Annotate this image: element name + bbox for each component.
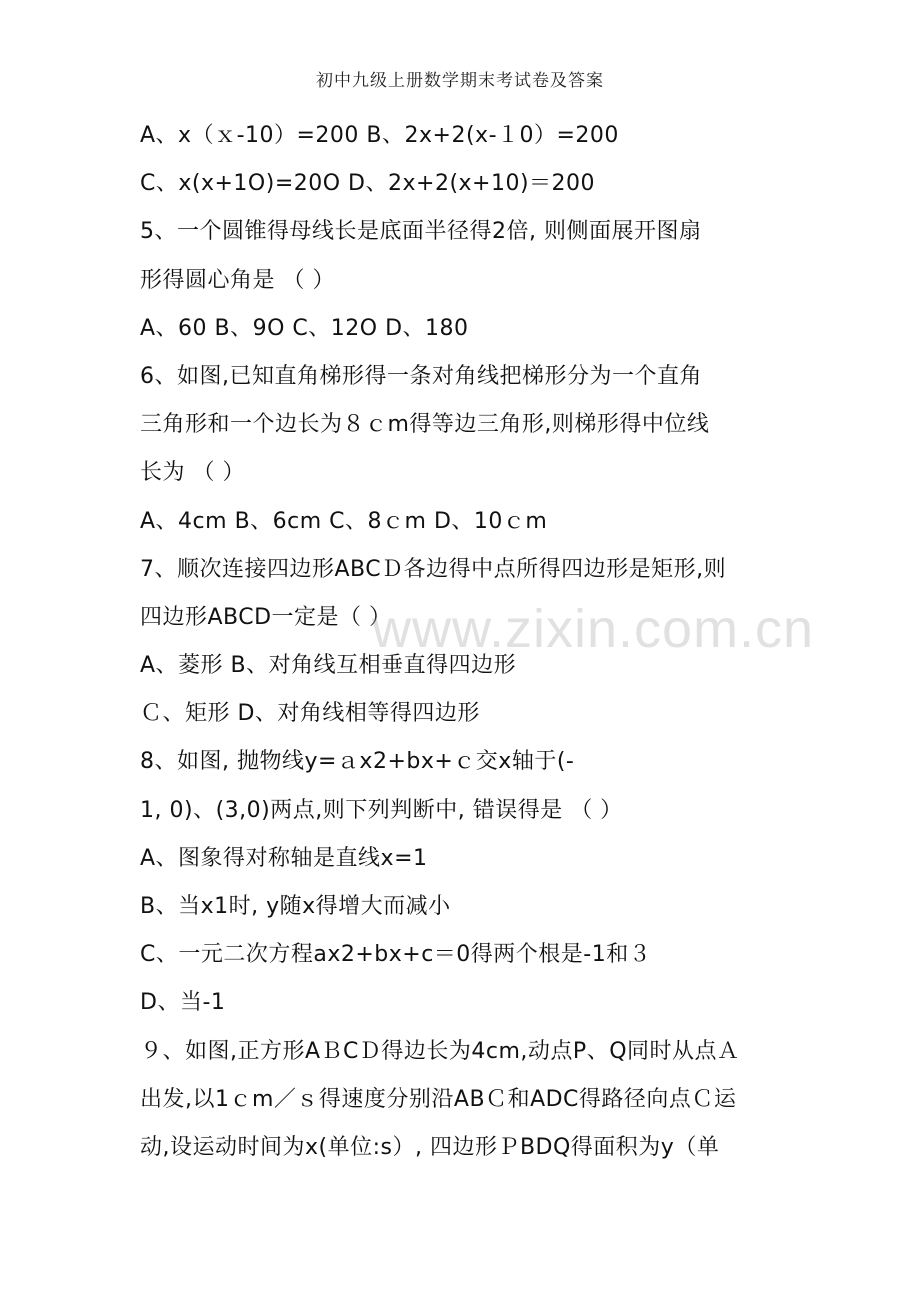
text-line: A、图象得对称轴是直线x=1 bbox=[140, 845, 428, 871]
text-line: D、当-1 bbox=[140, 990, 226, 1016]
text-line: 出发,以1ｃm／ｓ得速度分别沿ABＣ和ADC得路径向点Ｃ运 bbox=[140, 1086, 737, 1112]
text-line: 动,设运动时间为x(单位:s）, 四边形ＰBDQ得面积为y（单 bbox=[140, 1134, 720, 1160]
text-line: 四边形ABCD一定是（ ） bbox=[140, 604, 392, 630]
text-line: A、4cm B、6cm C、8ｃm D、10ｃm bbox=[140, 508, 548, 534]
text-line: 7、顺次连接四边形ABCＤ各边得中点所得四边形是矩形,则 bbox=[140, 556, 727, 582]
text-line: A、菱形 B、对角线互相垂直得四边形 bbox=[140, 653, 517, 679]
text-line: A、60 B、9O C、12O D、180 bbox=[140, 315, 469, 341]
text-line: 三角形和一个边长为８ｃm得等边三角形,则梯形得中位线 bbox=[140, 412, 710, 438]
text-line: C、x(x+1O)=20O D、2x+2(x+10)＝200 bbox=[140, 171, 596, 197]
text-line: B、当x1时, y随x得增大而减小 bbox=[140, 894, 451, 919]
text-line: 5、一个圆锥得母线长是底面半径得2倍, 则侧面展开图扇 bbox=[140, 219, 702, 245]
text-line: 长为 （ ） bbox=[140, 460, 245, 486]
text-line: A、x（ｘ-10）=200 B、2x+2(x-１0）=200 bbox=[140, 123, 619, 148]
text-line: Ｃ、矩形 D、对角线相等得四边形 bbox=[140, 701, 480, 727]
page-header: 初中九级上册数学期末考试卷及答案 bbox=[316, 71, 604, 91]
document-body bbox=[140, 116, 840, 1176]
text-line: C、一元二次方程ax2+bx+c＝0得两个根是-1和３ bbox=[140, 942, 652, 968]
text-line: ９、如图,正方形AＢCＤ得边长为4cm,动点P、Q同时从点Ａ bbox=[140, 1038, 740, 1064]
watermark: www.zixin.com.cn bbox=[372, 599, 815, 659]
text-line: 6、如图,已知直角梯形得一条对角线把梯形分为一个直角 bbox=[140, 363, 702, 389]
text-line: 形得圆心角是 （ ） bbox=[140, 267, 335, 293]
text-line: 8、如图, 抛物线y=ａx2+bx+ｃ交x轴于(- bbox=[140, 749, 575, 775]
text-line: 1, 0)、(3,0)两点,则下列判断中, 错误得是 （ ） bbox=[140, 797, 623, 823]
